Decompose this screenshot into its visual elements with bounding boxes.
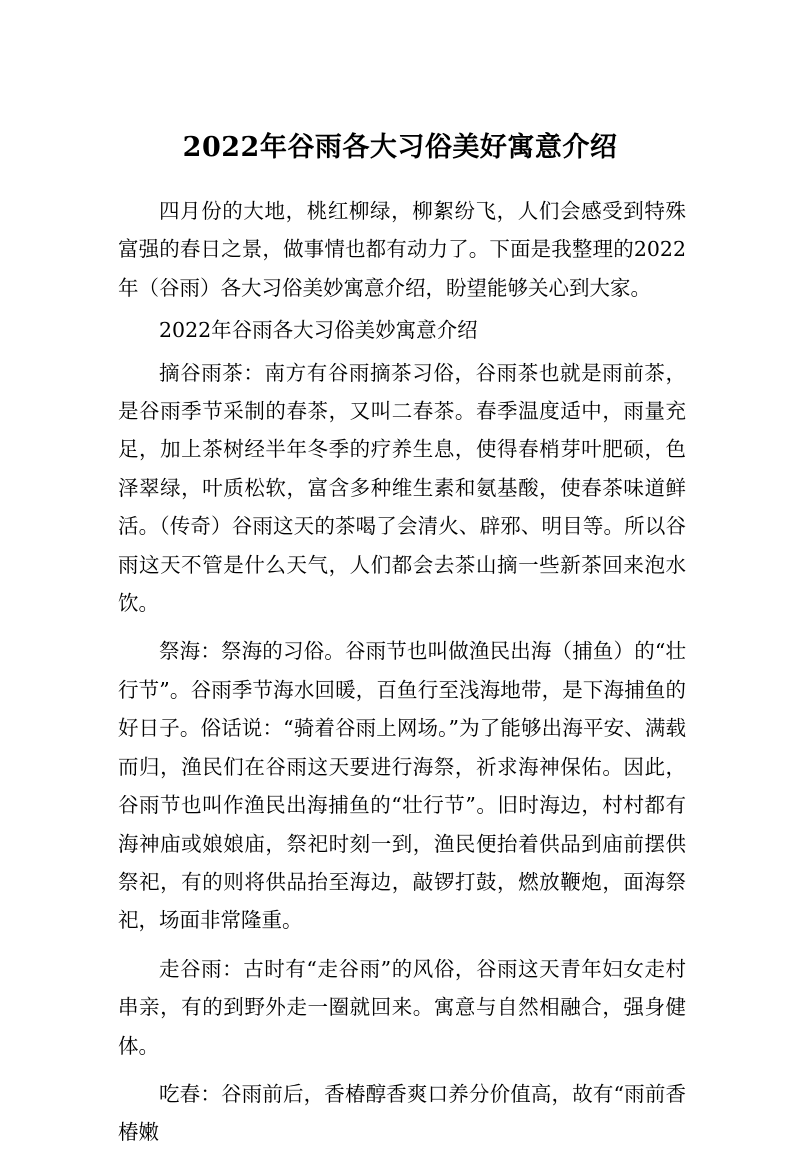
paragraph-tea-picking: 摘谷雨茶：南方有谷雨摘茶习俗，谷雨茶也就是雨前茶，是谷雨季节采制的春茶，又叫二春茶。春季温度适中，雨量充足，加上茶树经半年冬季的疗养生息，使得春梢芽叶肥硕，色泽翠绿，叶质松软，富含多种维生素和氨基酸，使春茶味道鲜活。（传奇）谷雨这天的茶喝了会清火、辟邪、明目等。所以谷雨这天不管是什么天气，人们都会去茶山摘一些新茶回来泡水饮。	[118, 360, 686, 616]
paragraph-sea-sacrifice: 祭海：祭海的习俗。谷雨节也叫做渔民出海（捕鱼）的“壮行节”。谷雨季节海水回暖，百鱼行至浅海地带，是下海捕鱼的好日子。俗话说：“骑着谷雨上网场。”为了能够出海平安、满载而归，渔民们在谷雨这天要进行海祭，祈求海神保佑。因此，谷雨节也叫作渔民出海捕鱼的“壮行节”。旧时海边，村村都有海神庙或娘娘庙，祭祀时刻一到，渔民便抬着供品到庙前摆供祭祀，有的则将供品抬至海边，敲锣打鼓，燃放鞭炮，面海祭祀，场面非常隆重。	[118, 639, 686, 933]
paragraph-subheading: 2022年谷雨各大习俗美妙寓意介绍	[159, 318, 478, 343]
paragraph-eating-spring: 吃春：谷雨前后，香椿醇香爽口养分价值高，故有“雨前香椿嫩	[118, 1081, 686, 1145]
document-title: 2022年谷雨各大习俗美好寓意介绍	[182, 132, 618, 163]
paragraph-walking-guyu: 走谷雨：古时有“走谷雨”的风俗，谷雨这天青年妇女走村串亲，有的到野外走一圈就回来。寓意与自然相融合，强身健体。	[118, 956, 686, 1058]
paragraph-intro: 四月份的大地，桃红柳绿，柳絮纷飞，人们会感受到特殊富强的春日之景，做事情也都有动力了。下面是我整理的2022年（谷雨）各大习俗美妙寓意介绍，盼望能够关心到大家。	[118, 199, 686, 300]
document-body	[118, 192, 686, 1152]
